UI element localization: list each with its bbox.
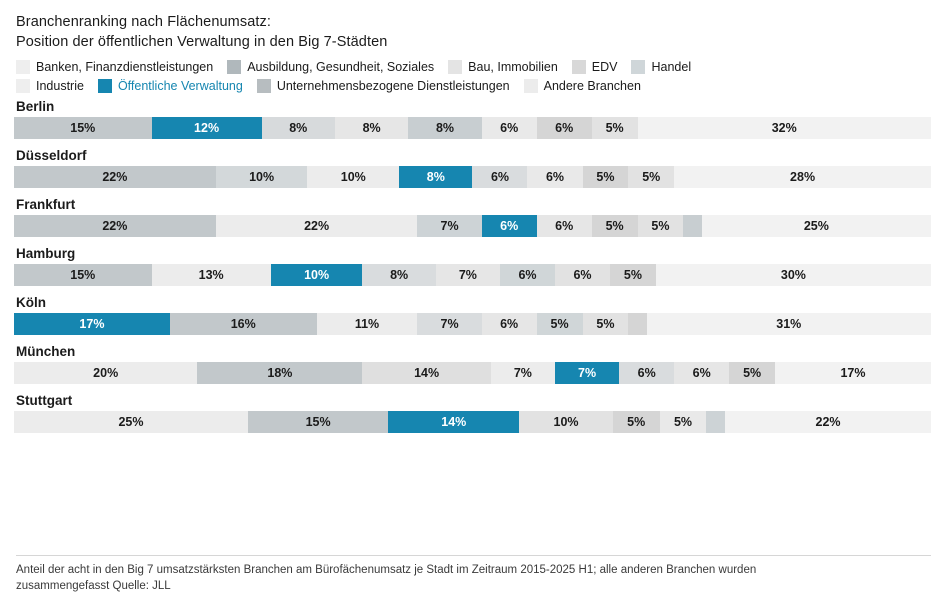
- legend-swatch-icon: [448, 60, 462, 74]
- bar-segment[interactable]: 15%: [14, 264, 152, 286]
- bar-segment[interactable]: 7%: [436, 264, 500, 286]
- bar-segment[interactable]: 5%: [729, 362, 775, 384]
- city-group: [14, 246, 931, 286]
- bar-segment[interactable]: 5%: [537, 313, 583, 335]
- legend-row: [16, 79, 931, 93]
- chart-area: [14, 99, 931, 433]
- bar-segment[interactable]: 6%: [555, 264, 610, 286]
- legend-item-label: Ausbildung, Gesundheit, Soziales: [247, 60, 435, 74]
- legend-swatch-icon: [257, 79, 271, 93]
- bar-segment[interactable]: 8%: [262, 117, 335, 139]
- bar-segment[interactable]: [683, 215, 701, 237]
- page-title: [16, 12, 931, 52]
- stacked-bar: [14, 117, 931, 139]
- bar-segment[interactable]: 28%: [674, 166, 931, 188]
- legend-item[interactable]: [227, 60, 434, 74]
- bar-segment[interactable]: 18%: [197, 362, 362, 384]
- legend-item[interactable]: [572, 60, 618, 74]
- city-group: [14, 393, 931, 433]
- bar-segment[interactable]: 7%: [417, 215, 481, 237]
- city-label: München: [16, 344, 76, 359]
- bar-segment[interactable]: 12%: [152, 117, 262, 139]
- bar-segment[interactable]: 8%: [335, 117, 408, 139]
- legend-item[interactable]: [448, 60, 558, 74]
- bar-segment[interactable]: 6%: [482, 117, 537, 139]
- bar-segment[interactable]: 16%: [170, 313, 317, 335]
- legend-item-label: Banken, Finanzdienstleistungen: [36, 60, 214, 74]
- title-line-1: Branchenranking nach Flächenumsatz:: [16, 14, 271, 30]
- city-label: Stuttgart: [16, 393, 73, 408]
- bar-segment[interactable]: [628, 313, 646, 335]
- bar-segment[interactable]: 10%: [307, 166, 399, 188]
- city-label: Köln: [16, 295, 46, 310]
- bar-segment[interactable]: 5%: [638, 215, 684, 237]
- legend-item-label: Unternehmensbezogene Dienstleistungen: [276, 79, 510, 93]
- legend-item[interactable]: [631, 60, 691, 74]
- bar-segment[interactable]: 5%: [583, 313, 629, 335]
- legend-swatch-icon: [524, 79, 538, 93]
- bar-segment[interactable]: 10%: [519, 411, 613, 433]
- bar-segment[interactable]: 25%: [14, 411, 248, 433]
- bar-segment[interactable]: 6%: [500, 264, 555, 286]
- bar-segment[interactable]: 31%: [647, 313, 931, 335]
- bar-segment[interactable]: 22%: [14, 166, 216, 188]
- legend-item[interactable]: [98, 79, 243, 93]
- city-label: Berlin: [16, 99, 55, 114]
- legend-item[interactable]: [16, 79, 84, 93]
- bar-segment[interactable]: 8%: [408, 117, 481, 139]
- footnote-line-2: zusammengefasst Quelle: JLL: [16, 580, 171, 592]
- bar-segment[interactable]: 15%: [248, 411, 388, 433]
- legend-item[interactable]: [524, 79, 641, 93]
- legend-row: [16, 60, 931, 74]
- bar-segment[interactable]: 17%: [775, 362, 931, 384]
- stacked-bar: [14, 264, 931, 286]
- bar-segment[interactable]: 5%: [613, 411, 660, 433]
- bar-segment[interactable]: 6%: [674, 362, 729, 384]
- city-group: [14, 197, 931, 237]
- stacked-bar: [14, 313, 931, 335]
- legend-item-label: Öffentliche Verwaltung: [117, 79, 243, 93]
- bar-segment[interactable]: 20%: [14, 362, 197, 384]
- city-group: [14, 344, 931, 384]
- legend-item-label: Industrie: [36, 79, 84, 93]
- bar-segment[interactable]: 25%: [702, 215, 931, 237]
- bar-segment[interactable]: 5%: [628, 166, 674, 188]
- city-group: [14, 99, 931, 139]
- bar-segment[interactable]: 7%: [491, 362, 555, 384]
- bar-segment[interactable]: 7%: [555, 362, 619, 384]
- legend-swatch-icon: [631, 60, 645, 74]
- bar-segment[interactable]: 10%: [216, 166, 308, 188]
- bar-segment[interactable]: 7%: [417, 313, 481, 335]
- stacked-bar: [14, 215, 931, 237]
- legend-item-label: EDV: [591, 60, 618, 74]
- stacked-bar: [14, 166, 931, 188]
- footnote-line-1: Anteil der acht in den Big 7 umsatzstärksten Branchen am Bürofächenumsatz je Stadt im Zeitraum 2015-2025 H1; alle anderen Branchen wurden: [16, 564, 757, 576]
- bar-segment[interactable]: 13%: [152, 264, 271, 286]
- bar-segment[interactable]: 5%: [592, 117, 638, 139]
- bar-segment[interactable]: 6%: [527, 166, 582, 188]
- stacked-bar: [14, 362, 931, 384]
- bar-segment[interactable]: 8%: [362, 264, 435, 286]
- city-label: Frankfurt: [16, 197, 76, 212]
- city-label: Hamburg: [16, 246, 76, 261]
- bar-segment[interactable]: 8%: [399, 166, 472, 188]
- bar-segment[interactable]: 32%: [638, 117, 931, 139]
- bar-segment[interactable]: 11%: [317, 313, 418, 335]
- city-group: [14, 295, 931, 335]
- bar-segment[interactable]: 5%: [592, 215, 638, 237]
- legend-item-label: Andere Branchen: [543, 79, 641, 93]
- legend-swatch-icon: [16, 60, 30, 74]
- bar-segment[interactable]: 22%: [725, 411, 931, 433]
- footnote: [16, 562, 916, 594]
- bar-segment[interactable]: 22%: [14, 215, 216, 237]
- stacked-bar: [14, 411, 931, 433]
- bar-segment[interactable]: 14%: [362, 362, 490, 384]
- bar-segment[interactable]: 6%: [537, 215, 592, 237]
- legend-item-label: Handel: [651, 60, 692, 74]
- legend: [16, 60, 931, 93]
- legend-item-label: Bau, Immobilien: [468, 60, 558, 74]
- bar-segment[interactable]: 17%: [14, 313, 170, 335]
- bar-segment[interactable]: 30%: [656, 264, 931, 286]
- bar-segment[interactable]: 14%: [388, 411, 519, 433]
- bar-segment[interactable]: 6%: [472, 166, 527, 188]
- legend-item[interactable]: [257, 79, 510, 93]
- bar-segment[interactable]: 5%: [610, 264, 656, 286]
- footer-divider: [16, 555, 931, 556]
- bar-segment[interactable]: 15%: [14, 117, 152, 139]
- legend-swatch-icon: [16, 79, 30, 93]
- bar-segment[interactable]: 5%: [660, 411, 707, 433]
- bar-segment[interactable]: [706, 411, 725, 433]
- bar-segment[interactable]: 6%: [482, 215, 537, 237]
- bar-segment[interactable]: 6%: [537, 117, 592, 139]
- legend-swatch-icon: [572, 60, 586, 74]
- bar-segment[interactable]: 6%: [619, 362, 674, 384]
- bar-segment[interactable]: 6%: [482, 313, 537, 335]
- bar-segment[interactable]: 22%: [216, 215, 418, 237]
- title-line-2: Position der öffentlichen Verwaltung in den Big 7-Städten: [16, 34, 388, 50]
- city-group: [14, 148, 931, 188]
- legend-swatch-icon: [227, 60, 241, 74]
- legend-item[interactable]: [16, 60, 213, 74]
- city-label: Düsseldorf: [16, 148, 87, 163]
- bar-segment[interactable]: 5%: [583, 166, 629, 188]
- bar-segment[interactable]: 10%: [271, 264, 363, 286]
- legend-swatch-icon: [98, 79, 112, 93]
